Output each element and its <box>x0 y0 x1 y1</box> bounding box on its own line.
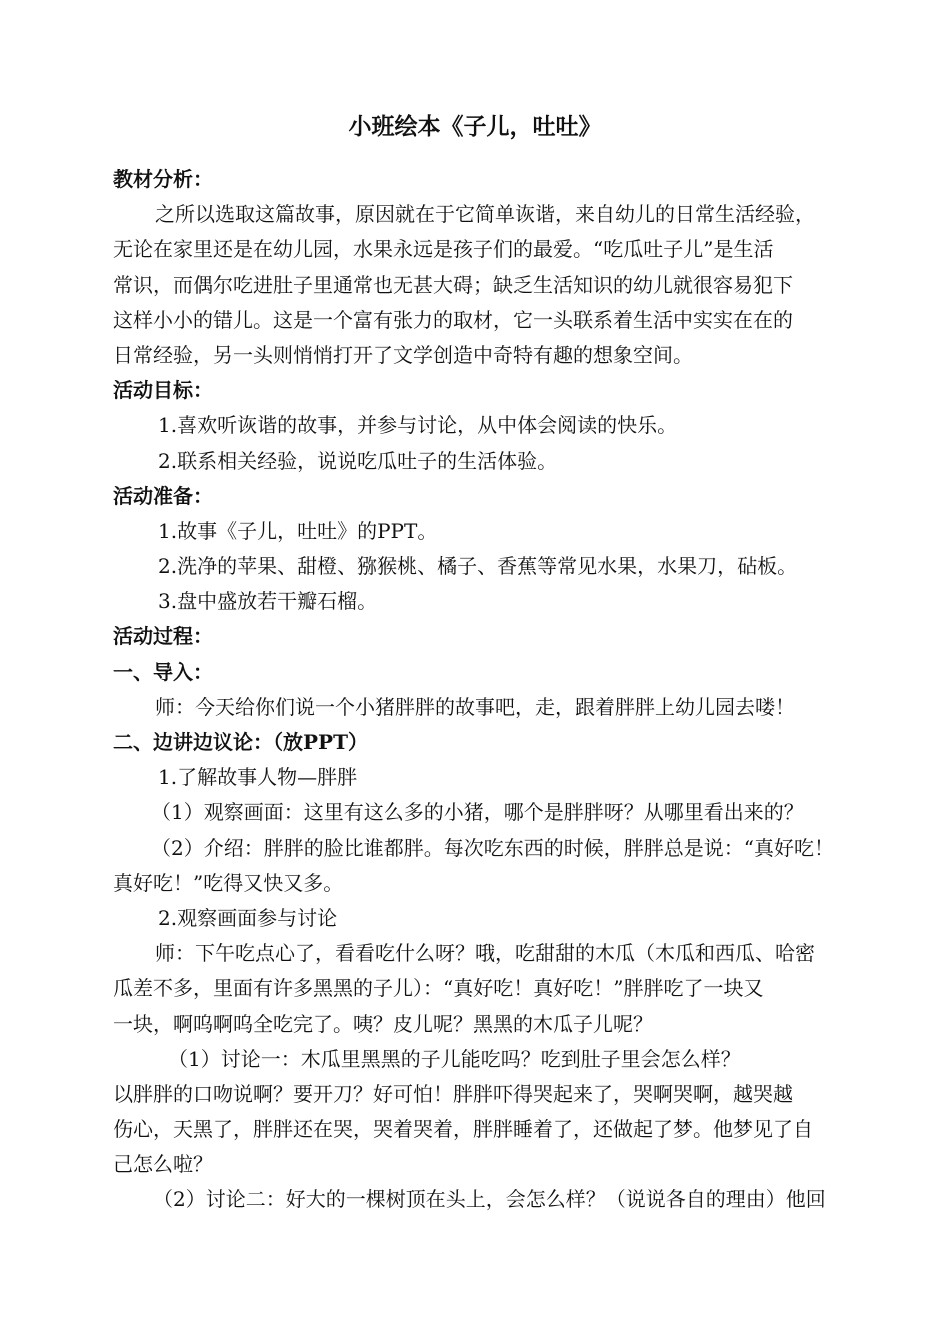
document-body <box>113 162 873 1218</box>
prep-heading: 活动准备： <box>113 483 213 508</box>
analysis-line: 无论在家里还是在幼儿园，水果永远是孩子们的最爱。“吃瓜吐子儿”是生活 <box>113 237 774 262</box>
step2-sub1-item: （2）介绍：胖胖的脸比谁都胖。每次吃东西的时候，胖胖总是说：“真好吃！ <box>151 835 834 860</box>
analysis-line: 之所以选取这篇故事，原因就在于它简单诙谐，来自幼儿的日常生活经验， <box>155 202 815 227</box>
analysis-line: 这样小小的错儿。这是一个富有张力的取材，它一头联系着生活中实实在在的 <box>113 307 793 332</box>
goal-item: 2.联系相关经验，说说吃瓜吐子的生活体验。 <box>158 448 558 473</box>
step2-sub2-line: 师：下午吃点心了，看看吃什么呀？哦，吃甜甜的木瓜（木瓜和西瓜、哈密 <box>155 941 815 966</box>
discussion1-line: 伤心，天黑了，胖胖还在哭，哭着哭着，胖胖睡着了，还做起了梦。他梦见了自 <box>113 1117 813 1142</box>
document-title: 小班绘本《子儿，吐吐》 <box>348 113 602 140</box>
step1-heading: 一、导入： <box>113 659 213 684</box>
prep-item: 3.盘中盛放若干瓣石榴。 <box>158 589 378 614</box>
discussion1-line: 以胖胖的口吻说啊？要开刀？好可怕！胖胖吓得哭起来了，哭啊哭啊，越哭越 <box>113 1081 793 1106</box>
step1-text: 师：今天给你们说一个小猪胖胖的故事吧，走，跟着胖胖上幼儿园去喽！ <box>155 694 795 719</box>
step2-sub1-cont: 真好吃！”吃得又快又多。 <box>113 870 344 895</box>
analysis-heading: 教材分析： <box>113 167 213 191</box>
analysis-line: 日常经验，另一头则悄悄打开了文学创造中奇特有趣的想象空间。 <box>113 342 693 367</box>
discussion1-line: 己怎么啦？ <box>113 1152 213 1177</box>
prep-item: 2.洗净的苹果、甜橙、猕猴桃、橘子、香蕉等常见水果，水果刀，砧板。 <box>158 554 798 579</box>
step2-sub1: 1.了解故事人物—胖胖 <box>158 765 358 790</box>
process-heading: 活动过程： <box>113 624 213 649</box>
prep-item: 1.故事《子儿，吐吐》的PPT。 <box>158 518 438 543</box>
discussion1-first: （1）讨论一：木瓜里黑黑的子儿能吃吗？吃到肚子里会怎么样？ <box>168 1046 741 1071</box>
step2-sub2-line: 瓜差不多，里面有许多黑黑的子儿）：“真好吃！真好吃！”胖胖吃了一块又 <box>113 976 764 1001</box>
step2-sub1-item: （1）观察画面：这里有这么多的小猪，哪个是胖胖呀？从哪里看出来的？ <box>151 800 804 825</box>
discussion2-first: （2）讨论二：好大的一棵树顶在头上，会怎么样？（说说各自的理由）他回 <box>153 1187 826 1212</box>
step2-sub2: 2.观察画面参与讨论 <box>158 905 338 930</box>
step2-heading: 二、边讲边议论：（放PPT） <box>113 730 368 754</box>
analysis-line: 常识，而偶尔吃进肚子里通常也无甚大碍；缺乏生活知识的幼儿就很容易犯下 <box>113 272 793 297</box>
goal-item: 1.喜欢听诙谐的故事，并参与讨论，从中体会阅读的快乐。 <box>158 413 678 438</box>
step2-sub2-line: 一块，啊呜啊呜全吃完了。咦？皮儿呢？黑黑的木瓜子儿呢？ <box>113 1011 653 1036</box>
goals-heading: 活动目标： <box>113 378 213 403</box>
